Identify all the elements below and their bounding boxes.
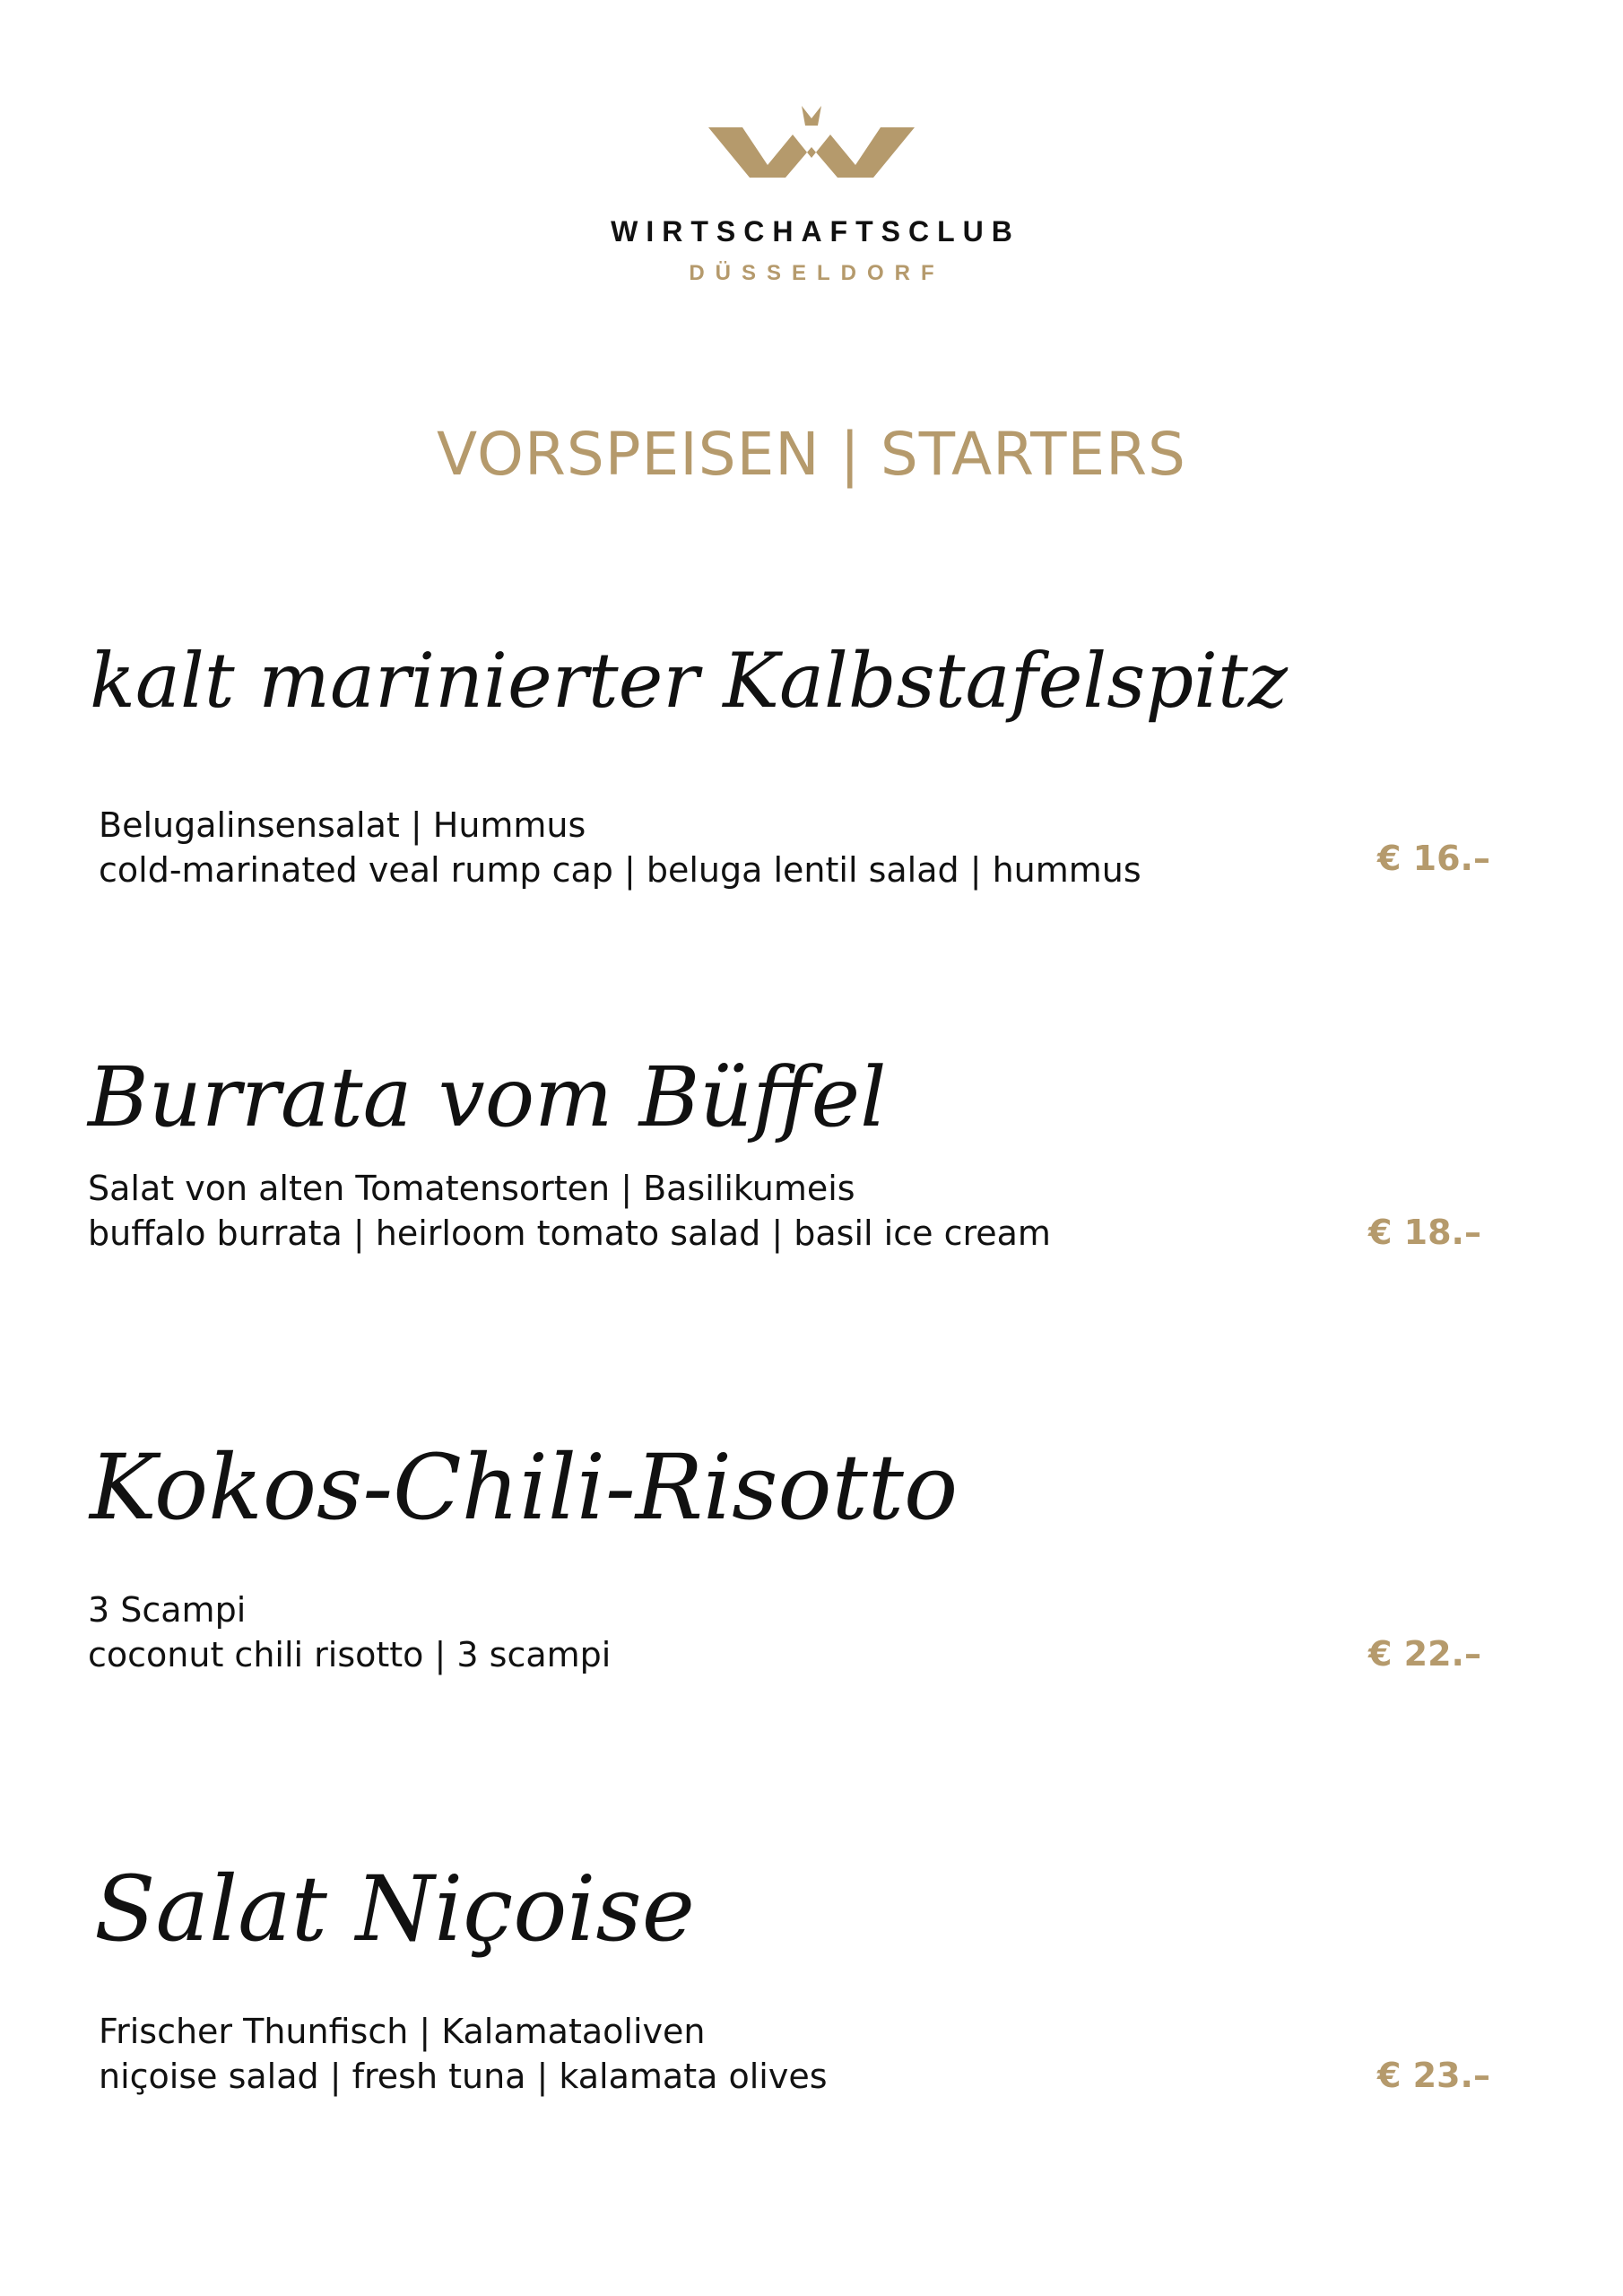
item-description-de: Salat von alten Tomatensorten | Basilikumeis	[88, 1169, 855, 1208]
item-script-title: Salat Niçoise	[94, 1857, 695, 1961]
item-description-de: Belugalinsensalat | Hummus	[99, 805, 586, 845]
item-description-de: 3 Scampi	[88, 1590, 247, 1630]
item-description-en: niçoise salad | fresh tuna | kalamata olives	[99, 2057, 828, 2096]
item-price: € 18.–	[1368, 1213, 1481, 1252]
item-description	[99, 803, 1141, 892]
brand-name: WIRTSCHAFTSCLUB	[611, 215, 1020, 248]
item-price: € 16.–	[1377, 839, 1490, 878]
brand-logo	[0, 106, 1623, 286]
item-script-title: kalt marinierter Kalbstafelspitz	[90, 637, 1289, 725]
crowned-w-logo-icon	[708, 106, 915, 178]
brand-city: DÜSSELDORF	[689, 261, 945, 285]
item-description-de: Frischer Thunfisch | Kalamataoliven	[99, 2012, 706, 2051]
item-description	[99, 2009, 828, 2099]
item-description-en: buffalo burrata | heirloom tomato salad | basil ice cream	[88, 1213, 1051, 1253]
item-price: € 22.–	[1368, 1634, 1481, 1674]
item-description	[88, 1587, 611, 1677]
item-description-en: cold-marinated veal rump cap | beluga lentil salad | hummus	[99, 850, 1141, 890]
item-script-title: Kokos-Chili-Risotto	[90, 1435, 959, 1540]
item-price: € 23.–	[1377, 2056, 1490, 2095]
item-script-title: Burrata vom Büffel	[88, 1049, 887, 1145]
section-title: VORSPEISEN | STARTERS	[437, 420, 1186, 489]
item-description-en: coconut chili risotto | 3 scampi	[88, 1635, 612, 1674]
item-description	[88, 1166, 1051, 1256]
